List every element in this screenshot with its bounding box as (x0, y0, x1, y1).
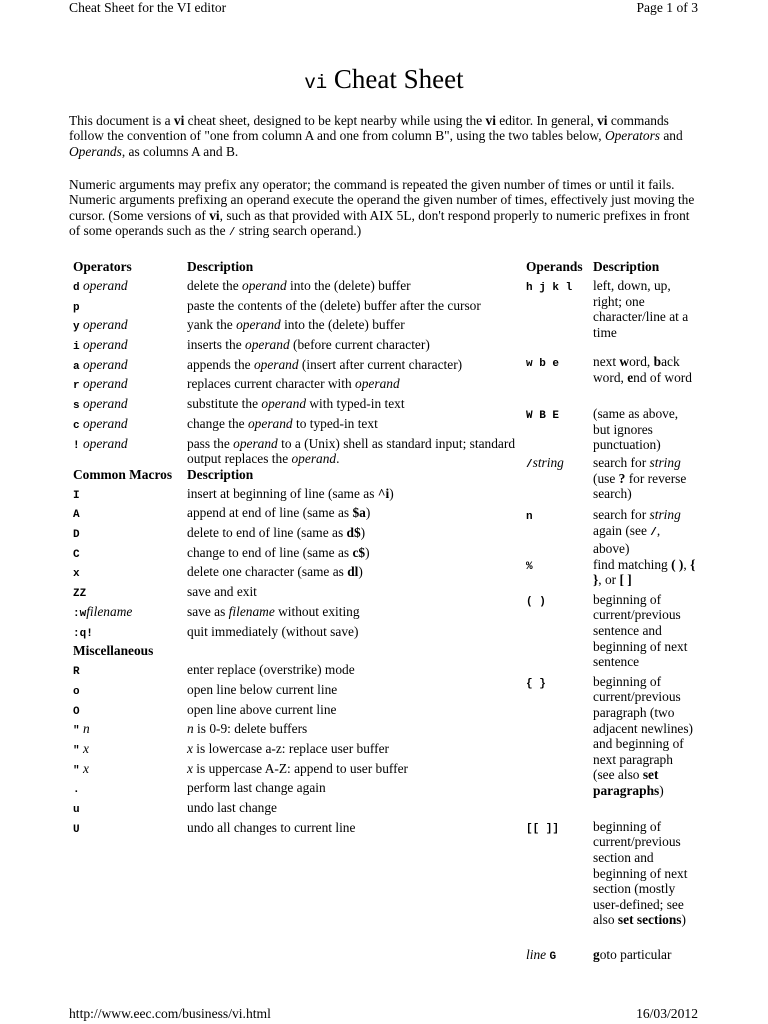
text-span: . (336, 451, 340, 467)
text-span: r (73, 380, 80, 393)
command-description (187, 436, 527, 467)
text-span: ! (73, 439, 80, 452)
text-span: with typed-in text (306, 396, 405, 412)
text-span: ZZ (73, 588, 87, 601)
text-span: save as (187, 603, 229, 619)
command-description (187, 298, 527, 318)
operand-description (593, 354, 697, 406)
table-row (526, 557, 697, 592)
text-span: ) (365, 544, 370, 560)
operators-table-body (73, 259, 527, 839)
command-key (73, 820, 187, 840)
table-row (526, 406, 697, 455)
text-span: [[ ]] (526, 822, 560, 835)
text-span: x (187, 760, 193, 776)
document-title (0, 64, 768, 95)
text-span: :q! (73, 627, 93, 640)
text-span: R (73, 666, 80, 679)
text-span: search for (593, 507, 650, 522)
text-span: , or (598, 572, 620, 588)
operands-table (526, 259, 697, 965)
table-row (73, 298, 527, 318)
column-header: Description (593, 259, 660, 274)
text-span: open line above current line (187, 701, 337, 717)
column-header: Description (187, 259, 254, 274)
table-row (73, 545, 527, 565)
text-span: without exiting (274, 603, 360, 619)
page-number: Page 1 of 3 (636, 0, 698, 15)
table-row (73, 317, 527, 337)
text-span: undo all changes to current line (187, 819, 356, 835)
table-row (73, 396, 527, 416)
text-span: / (526, 459, 533, 471)
text-span: for reverse search) (593, 470, 687, 502)
text-span: x (187, 740, 193, 756)
page-header-title: Cheat Sheet for the VI editor (69, 0, 227, 15)
text-span: delete one character (same as (187, 564, 348, 580)
text-span: delete to end of line (same as (187, 525, 347, 541)
text-span: string (649, 455, 681, 470)
text-span: operand (245, 337, 290, 353)
command-description (187, 525, 527, 545)
footer-url: http://www.eec.com/business/vi.html (69, 1006, 271, 1021)
operand-description (593, 507, 697, 557)
table-row (73, 780, 527, 800)
text-span: line (526, 946, 547, 962)
command-description (187, 702, 527, 722)
table-row (73, 800, 527, 820)
column-header: Operators (73, 259, 132, 274)
table-row (73, 584, 527, 604)
table-row (526, 354, 697, 406)
operand-description (593, 819, 697, 947)
command-key (73, 604, 187, 624)
text-span: operand (261, 396, 307, 412)
table-row (73, 278, 527, 298)
text-span: find matching (593, 556, 672, 572)
command-description (187, 317, 527, 337)
table-row (73, 337, 527, 357)
text-span: (use (593, 470, 619, 486)
command-key (73, 741, 187, 761)
text-span: ) (389, 485, 394, 501)
text-span: b (653, 354, 662, 369)
operand-description (593, 592, 697, 674)
table-row (526, 947, 697, 966)
command-key (73, 721, 187, 741)
text-span: G (549, 950, 557, 963)
command-key (73, 564, 187, 584)
operands-header-row (526, 259, 697, 278)
table-row (73, 376, 527, 396)
table-row (73, 505, 527, 525)
operand-description (593, 947, 697, 966)
text-span: beginning of current/previous section and beginning of next section (mostly user-defined; see also (593, 818, 688, 928)
command-description (187, 761, 527, 781)
column-header (187, 643, 527, 662)
text-span: ord, (629, 354, 654, 369)
text-span: operand (355, 376, 400, 392)
table-row (526, 507, 697, 557)
intro-paragraph-1: This document is a vi cheat sheet, designed to be kept nearby while using the vi editor. In general, vi commands follow the convention of "one from column A and one from column B", using the two tables below, Operators and Operands, as columns A and B. (69, 113, 683, 159)
table-row (73, 721, 527, 741)
command-key (73, 337, 187, 357)
operators-table (73, 259, 527, 839)
text-span: " (73, 764, 80, 777)
table-row (526, 674, 697, 819)
command-key (73, 545, 187, 565)
macros-header-row (73, 467, 527, 486)
text-span: operand (79, 278, 128, 293)
command-key (73, 357, 187, 377)
text-span: into the (delete) buffer (280, 317, 405, 333)
text-span: ) (681, 912, 686, 928)
text-span: s (73, 400, 80, 413)
text-span: operand (79, 356, 128, 372)
command-description (187, 820, 527, 840)
text-span: is uppercase A-Z: append to user buffer (192, 760, 409, 776)
text-span: x (79, 740, 89, 756)
operand-key (526, 674, 593, 819)
operand-key (526, 592, 593, 674)
misc-header-row (73, 643, 527, 662)
command-key (73, 376, 187, 396)
command-description (187, 486, 527, 506)
table-row (73, 820, 527, 840)
text-span: { } (593, 556, 696, 588)
text-span: x (73, 568, 80, 581)
text-span: is lowercase a-z: replace user buffer (192, 740, 389, 756)
text-span: A (73, 509, 80, 522)
command-description (187, 396, 527, 416)
text-span: save and exit (187, 584, 257, 600)
command-key (73, 486, 187, 506)
text-span: . (73, 784, 80, 797)
command-key (73, 682, 187, 702)
text-span: replaces current character with (187, 376, 356, 392)
table-row (73, 761, 527, 781)
text-span: open line below current line (187, 681, 338, 697)
text-span: e (627, 369, 634, 385)
text-span: yank the (187, 317, 237, 333)
command-description (187, 337, 527, 357)
text-span: w (619, 354, 630, 369)
text-span: appends the (187, 356, 254, 372)
command-description (187, 584, 527, 604)
text-span: operand (79, 376, 128, 392)
command-key (73, 761, 187, 781)
text-span: operand (247, 415, 293, 431)
table-row (526, 592, 697, 674)
command-key (73, 396, 187, 416)
command-description (187, 357, 527, 377)
table-row (526, 455, 697, 507)
text-span: ) (360, 525, 366, 541)
operand-description (593, 455, 697, 507)
text-span: ) (659, 782, 664, 798)
text-span: (same as above, but ignores punctuation) (593, 406, 679, 453)
text-span: append at end of line (same as (187, 505, 353, 521)
text-span: into the (delete) buffer (286, 278, 411, 293)
text-span: [ ] (619, 572, 632, 588)
text-span: (insert after current character) (298, 356, 463, 372)
text-span: operand (79, 396, 128, 412)
text-span: C (73, 548, 80, 561)
text-span: to typed-in text (292, 415, 378, 431)
text-span: operand (236, 317, 281, 333)
column-header: Description (187, 466, 254, 482)
command-key (73, 624, 187, 644)
text-span: change to end of line (same as (187, 544, 353, 560)
text-span: a (73, 360, 80, 373)
table-row (73, 525, 527, 545)
column-header: Common Macros (73, 466, 173, 482)
command-key (73, 800, 187, 820)
text-span: dl (347, 564, 359, 580)
text-span: enter replace (overstrike) mode (187, 662, 355, 678)
operand-key (526, 507, 593, 557)
operand-description (593, 557, 697, 592)
command-key (73, 505, 187, 525)
command-description (187, 564, 527, 584)
operand-description (593, 674, 697, 819)
text-span: ack word, (593, 354, 680, 385)
command-description (187, 278, 527, 298)
text-span: u (73, 804, 80, 816)
text-span: undo last change (187, 800, 277, 815)
command-key (73, 525, 187, 545)
column-header: Operands (526, 259, 583, 274)
command-key (73, 780, 187, 800)
text-span: U (73, 823, 80, 836)
text-span: ( ) (671, 556, 684, 572)
command-description (187, 505, 527, 525)
command-description (187, 741, 527, 761)
command-description (187, 416, 527, 436)
text-span: c$ (352, 544, 366, 560)
text-span: beginning of current/previous paragraph (two adjacent newlines) and beginning of next paragraph (see also (593, 673, 694, 783)
command-key (73, 416, 187, 436)
text-span: $a (352, 505, 366, 521)
command-description (187, 721, 527, 741)
text-span: ? (618, 470, 626, 486)
text-span: perform last change again (187, 780, 326, 796)
operators-header-row (73, 259, 527, 278)
operand-key (526, 406, 593, 455)
text-span: / (650, 526, 657, 539)
text-span: c (73, 419, 80, 432)
text-span: nd of word (633, 369, 692, 385)
text-span: operand (79, 337, 128, 353)
text-span: D (73, 529, 80, 542)
command-description (187, 604, 527, 624)
text-span: search for (593, 455, 650, 470)
text-span: n (526, 511, 533, 523)
text-span: " (73, 725, 80, 738)
table-row (73, 564, 527, 584)
title-code: vi (304, 72, 328, 94)
text-span: ^i (377, 485, 390, 501)
operand-description (593, 406, 697, 455)
table-row (73, 624, 527, 644)
command-key (73, 584, 187, 604)
text-span: operand (79, 317, 128, 333)
text-span: to a (Unix) shell as standard input; standard output replaces the (187, 435, 516, 467)
text-span: ( ) (526, 595, 546, 608)
text-span: left, down, up, right; one character/line at a time (593, 278, 689, 340)
text-span: operand (291, 451, 337, 467)
operand-description (593, 278, 697, 354)
table-row (73, 416, 527, 436)
text-span: x (79, 760, 89, 776)
intro-paragraph-2: Numeric arguments may prefix any operator; the command is repeated the given number of times or until it fails. Numeric arguments prefixing an operand execute the operand the given number of times, effectively just moving the cursor. (Some versions of vi, such as that provided with AIX 5L, don't respond properly to numeric prefixes in front of some operands such as the / string search operand.) (69, 177, 695, 240)
text-span: paste the contents of the (delete) buffer after the cursor (187, 297, 481, 313)
table-row (73, 662, 527, 682)
operand-key (526, 557, 593, 592)
command-description (187, 376, 527, 396)
text-span: set paragraphs (593, 767, 660, 798)
text-span: p (73, 301, 80, 314)
table-row (73, 486, 527, 506)
text-span: n (187, 721, 194, 737)
text-span: is 0-9: delete buffers (193, 721, 308, 737)
command-key (73, 317, 187, 337)
command-description (187, 545, 527, 565)
text-span: delete the (187, 278, 243, 293)
text-span: substitute the (187, 396, 262, 412)
table-row (73, 436, 527, 467)
text-span: d$ (346, 525, 361, 541)
operands-table-body (526, 259, 697, 965)
text-span: operand (79, 435, 128, 451)
text-span: string (649, 507, 681, 522)
column-header: Miscellaneous (73, 643, 154, 659)
text-span: , (683, 556, 691, 572)
text-span: O (73, 705, 80, 718)
text-span: o (73, 685, 80, 698)
table-row (73, 682, 527, 702)
text-span: oto particular (599, 946, 672, 962)
text-span: w b e (526, 358, 560, 370)
command-key (73, 702, 187, 722)
text-span: operand (233, 435, 278, 451)
text-span: operand (79, 415, 128, 431)
text-span: quit immediately (without save) (187, 623, 359, 639)
operand-key (526, 455, 593, 507)
command-key (73, 662, 187, 682)
text-span: n (79, 721, 90, 737)
text-span: inserts the (187, 337, 246, 353)
command-description (187, 682, 527, 702)
text-span: i (73, 341, 80, 354)
text-span: ) (365, 505, 371, 521)
command-key (73, 298, 187, 318)
command-key (73, 436, 187, 467)
table-row (73, 741, 527, 761)
command-description (187, 800, 527, 820)
text-span: string (532, 455, 564, 470)
text-span: % (526, 560, 533, 573)
operand-key (526, 354, 593, 406)
text-span: operand (242, 278, 287, 293)
command-key (73, 278, 187, 298)
text-span: y (73, 321, 80, 334)
text-span: " (73, 744, 80, 757)
text-span: next (593, 354, 620, 369)
text-span: d (73, 282, 80, 294)
text-span: again (see (593, 522, 651, 538)
text-span: filename (228, 603, 275, 619)
text-span: h j k l (526, 282, 573, 294)
command-description (187, 780, 527, 800)
footer-date: 16/03/2012 (636, 1006, 698, 1021)
command-description (187, 662, 527, 682)
table-row (73, 357, 527, 377)
text-span: , above) (593, 522, 661, 557)
operand-key (526, 278, 593, 354)
operand-key (526, 947, 593, 966)
text-span: (before current character) (289, 337, 430, 353)
operand-key (526, 819, 593, 947)
text-span: change the (187, 415, 248, 431)
text-span: pass the (187, 435, 234, 451)
table-row (73, 702, 527, 722)
text-span: g (593, 946, 600, 962)
text-span: I (73, 489, 80, 502)
text-span: set sections (617, 912, 682, 928)
text-span: operand (253, 356, 299, 372)
table-row (73, 604, 527, 624)
text-span: W B E (526, 410, 560, 422)
title-text: Cheat Sheet (333, 64, 464, 94)
table-row (526, 278, 697, 354)
text-span: :w (73, 607, 87, 620)
text-span: filename (86, 603, 133, 619)
text-span: ) (358, 564, 363, 580)
text-span: { } (526, 677, 546, 690)
command-description (187, 624, 527, 644)
text-span: beginning of current/previous sentence and beginning of next sentence (593, 591, 688, 670)
table-row (526, 819, 697, 947)
text-span: insert at beginning of line (same as (187, 485, 378, 501)
